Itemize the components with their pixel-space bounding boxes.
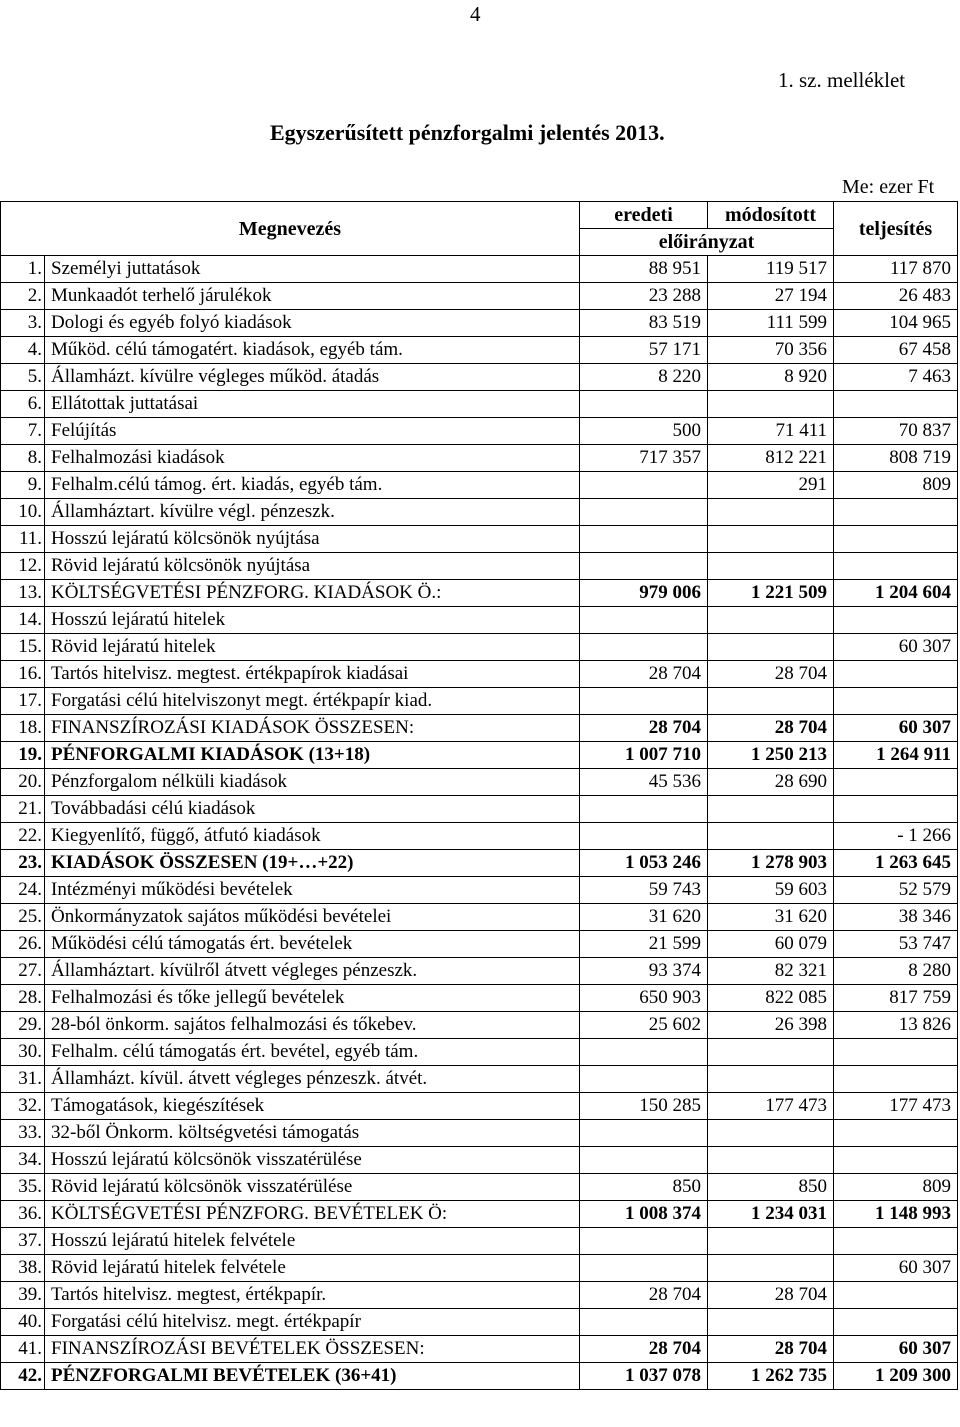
value-modified: 28 704 xyxy=(708,661,834,688)
table-row xyxy=(1,607,958,634)
table-row xyxy=(1,661,958,688)
row-number: 36. xyxy=(1,1201,45,1228)
value-actual: 809 xyxy=(834,1174,958,1201)
value-modified: 27 194 xyxy=(708,283,834,310)
table-row xyxy=(1,445,958,472)
value-original xyxy=(580,1066,708,1093)
row-label: Hosszú lejáratú hitelek xyxy=(45,607,580,634)
value-modified: 111 599 xyxy=(708,310,834,337)
annex-label: 1. sz. melléklet xyxy=(778,68,906,92)
value-original: 88 951 xyxy=(580,256,708,283)
value-actual xyxy=(834,1282,958,1309)
value-modified: 70 356 xyxy=(708,337,834,364)
row-number: 5. xyxy=(1,364,45,391)
row-number: 18. xyxy=(1,715,45,742)
value-original xyxy=(580,796,708,823)
value-actual: 817 759 xyxy=(834,985,958,1012)
row-number: 15. xyxy=(1,634,45,661)
value-modified xyxy=(708,688,834,715)
row-label: Felhalmozási kiadások xyxy=(45,445,580,472)
value-actual: 60 307 xyxy=(834,1255,958,1282)
value-original: 150 285 xyxy=(580,1093,708,1120)
value-modified: 28 704 xyxy=(708,715,834,742)
table-row xyxy=(1,1201,958,1228)
table-row xyxy=(1,1363,958,1390)
value-original xyxy=(580,688,708,715)
value-actual xyxy=(834,499,958,526)
value-actual xyxy=(834,1039,958,1066)
page-number: 4 xyxy=(470,2,481,26)
row-label: 32-ből Önkorm. költségvetési támogatás xyxy=(45,1120,580,1147)
row-number: 33. xyxy=(1,1120,45,1147)
value-original xyxy=(580,1120,708,1147)
value-modified: 28 704 xyxy=(708,1282,834,1309)
row-label: Személyi juttatások xyxy=(45,256,580,283)
value-original: 650 903 xyxy=(580,985,708,1012)
row-label: Államháztart. kívülről átvett végleges pénzeszk. xyxy=(45,958,580,985)
header-name: Megnevezés xyxy=(1,202,580,256)
table-row xyxy=(1,1255,958,1282)
table-row xyxy=(1,1282,958,1309)
row-label: Pénzforgalom nélküli kiadások xyxy=(45,769,580,796)
row-number: 4. xyxy=(1,337,45,364)
row-label: Továbbadási célú kiadások xyxy=(45,796,580,823)
value-original xyxy=(580,1147,708,1174)
value-actual: 60 307 xyxy=(834,715,958,742)
table-row xyxy=(1,1066,958,1093)
table-row xyxy=(1,1174,958,1201)
row-label: KÖLTSÉGVETÉSI PÉNZFORG. KIADÁSOK Ö.: xyxy=(45,580,580,607)
row-label: KÖLTSÉGVETÉSI PÉNZFORG. BEVÉTELEK Ö: xyxy=(45,1201,580,1228)
row-label: Hosszú lejáratú kölcsönök nyújtása xyxy=(45,526,580,553)
row-label: Rövid lejáratú hitelek felvétele xyxy=(45,1255,580,1282)
value-actual xyxy=(834,769,958,796)
unit-label: Me: ezer Ft xyxy=(842,176,935,198)
table-row xyxy=(1,472,958,499)
value-original: 28 704 xyxy=(580,1282,708,1309)
row-label: Felhalm.célú támog. ért. kiadás, egyéb tám. xyxy=(45,472,580,499)
row-number: 21. xyxy=(1,796,45,823)
value-actual xyxy=(834,553,958,580)
row-label: KIADÁSOK ÖSSZESEN (19+…+22) xyxy=(45,850,580,877)
row-label: Intézményi működési bevételek xyxy=(45,877,580,904)
value-original xyxy=(580,499,708,526)
value-original xyxy=(580,1228,708,1255)
value-actual: 67 458 xyxy=(834,337,958,364)
table-row xyxy=(1,1012,958,1039)
value-actual: 70 837 xyxy=(834,418,958,445)
value-original: 31 620 xyxy=(580,904,708,931)
row-label: Államházt. kívülre végleges működ. átadás xyxy=(45,364,580,391)
value-modified xyxy=(708,1120,834,1147)
row-number: 25. xyxy=(1,904,45,931)
table-row xyxy=(1,526,958,553)
value-original xyxy=(580,1309,708,1336)
value-modified xyxy=(708,499,834,526)
value-actual xyxy=(834,526,958,553)
row-number: 23. xyxy=(1,850,45,877)
value-modified: 1 278 903 xyxy=(708,850,834,877)
value-actual: 1 264 911 xyxy=(834,742,958,769)
table-row xyxy=(1,796,958,823)
value-original xyxy=(580,1039,708,1066)
row-label: Forgatási célú hitelviszonyt megt. értékpapír kiad. xyxy=(45,688,580,715)
row-number: 28. xyxy=(1,985,45,1012)
header-original: eredeti xyxy=(580,202,708,229)
row-label: Rövid lejáratú kölcsönök nyújtása xyxy=(45,553,580,580)
row-number: 41. xyxy=(1,1336,45,1363)
value-original: 1 007 710 xyxy=(580,742,708,769)
value-original: 21 599 xyxy=(580,931,708,958)
value-actual xyxy=(834,1228,958,1255)
table-row xyxy=(1,850,958,877)
table-row xyxy=(1,391,958,418)
value-original: 1 053 246 xyxy=(580,850,708,877)
table-row xyxy=(1,688,958,715)
table-row xyxy=(1,1120,958,1147)
value-original xyxy=(580,391,708,418)
row-number: 42. xyxy=(1,1363,45,1390)
value-modified: 812 221 xyxy=(708,445,834,472)
row-label: 28-ból önkorm. sajátos felhalmozási és tőkebev. xyxy=(45,1012,580,1039)
table-row xyxy=(1,634,958,661)
value-actual: 8 280 xyxy=(834,958,958,985)
value-actual: 60 307 xyxy=(834,634,958,661)
header-budget: előirányzat xyxy=(580,229,834,256)
row-number: 30. xyxy=(1,1039,45,1066)
row-label: Tartós hitelvisz. megtest. értékpapírok kiadásai xyxy=(45,661,580,688)
value-actual xyxy=(834,607,958,634)
row-label: Hosszú lejáratú kölcsönök visszatérülése xyxy=(45,1147,580,1174)
table-row xyxy=(1,904,958,931)
value-actual: 104 965 xyxy=(834,310,958,337)
value-modified xyxy=(708,634,834,661)
value-actual: 13 826 xyxy=(834,1012,958,1039)
value-actual xyxy=(834,1120,958,1147)
value-original: 59 743 xyxy=(580,877,708,904)
value-actual: 177 473 xyxy=(834,1093,958,1120)
row-number: 7. xyxy=(1,418,45,445)
value-original xyxy=(580,553,708,580)
row-label: Működ. célú támogatért. kiadások, egyéb tám. xyxy=(45,337,580,364)
cash-flow-table xyxy=(0,201,958,1390)
table-row xyxy=(1,1093,958,1120)
table-row xyxy=(1,283,958,310)
value-original: 45 536 xyxy=(580,769,708,796)
value-modified: 71 411 xyxy=(708,418,834,445)
row-number: 8. xyxy=(1,445,45,472)
row-label: Támogatások, kiegészítések xyxy=(45,1093,580,1120)
document-title: Egyszerűsített pénzforgalmi jelentés 2013. xyxy=(270,120,665,145)
value-modified xyxy=(708,796,834,823)
value-modified xyxy=(708,607,834,634)
value-original: 1 037 078 xyxy=(580,1363,708,1390)
value-original: 25 602 xyxy=(580,1012,708,1039)
row-number: 6. xyxy=(1,391,45,418)
row-number: 24. xyxy=(1,877,45,904)
value-modified: 8 920 xyxy=(708,364,834,391)
table-body xyxy=(1,256,958,1390)
value-modified xyxy=(708,823,834,850)
row-number: 14. xyxy=(1,607,45,634)
value-actual: 1 209 300 xyxy=(834,1363,958,1390)
row-number: 31. xyxy=(1,1066,45,1093)
table-row xyxy=(1,1309,958,1336)
value-actual: 7 463 xyxy=(834,364,958,391)
header-row xyxy=(1,202,958,229)
row-label: Tartós hitelvisz. megtest, értékpapír. xyxy=(45,1282,580,1309)
value-modified xyxy=(708,1309,834,1336)
row-label: Felújítás xyxy=(45,418,580,445)
value-modified xyxy=(708,1228,834,1255)
value-modified xyxy=(708,553,834,580)
row-label: FINANSZÍROZÁSI KIADÁSOK ÖSSZESEN: xyxy=(45,715,580,742)
value-actual xyxy=(834,1147,958,1174)
value-actual: 26 483 xyxy=(834,283,958,310)
value-modified: 59 603 xyxy=(708,877,834,904)
table-row xyxy=(1,1336,958,1363)
table-row xyxy=(1,931,958,958)
table-row xyxy=(1,715,958,742)
value-actual: 809 xyxy=(834,472,958,499)
value-modified xyxy=(708,526,834,553)
value-modified: 31 620 xyxy=(708,904,834,931)
row-number: 34. xyxy=(1,1147,45,1174)
value-actual: 808 719 xyxy=(834,445,958,472)
table-row xyxy=(1,1228,958,1255)
row-label: Felhalm. célú támogatás ért. bevétel, egyéb tám. xyxy=(45,1039,580,1066)
row-label: Önkormányzatok sajátos működési bevételei xyxy=(45,904,580,931)
row-number: 13. xyxy=(1,580,45,607)
value-modified: 119 517 xyxy=(708,256,834,283)
row-label: Államháztart. kívülre végl. pénzeszk. xyxy=(45,499,580,526)
row-label: Kiegyenlítő, függő, átfutó kiadások xyxy=(45,823,580,850)
row-label: Ellátottak juttatásai xyxy=(45,391,580,418)
table-row xyxy=(1,823,958,850)
row-label: Forgatási célú hitelvisz. megt. értékpapír xyxy=(45,1309,580,1336)
value-modified xyxy=(708,1066,834,1093)
table-row xyxy=(1,958,958,985)
row-number: 27. xyxy=(1,958,45,985)
value-original: 8 220 xyxy=(580,364,708,391)
value-modified: 822 085 xyxy=(708,985,834,1012)
row-label: PÉNZFORGALMI BEVÉTELEK (36+41) xyxy=(45,1363,580,1390)
row-number: 1. xyxy=(1,256,45,283)
table-row xyxy=(1,985,958,1012)
value-actual xyxy=(834,1309,958,1336)
row-label: Felhalmozási és tőke jellegű bevételek xyxy=(45,985,580,1012)
row-number: 37. xyxy=(1,1228,45,1255)
row-number: 29. xyxy=(1,1012,45,1039)
row-label: Rövid lejáratú kölcsönök visszatérülése xyxy=(45,1174,580,1201)
value-actual: 38 346 xyxy=(834,904,958,931)
row-label: Hosszú lejáratú hitelek felvétele xyxy=(45,1228,580,1255)
value-actual: 1 148 993 xyxy=(834,1201,958,1228)
value-modified: 26 398 xyxy=(708,1012,834,1039)
value-original: 23 288 xyxy=(580,283,708,310)
value-original: 500 xyxy=(580,418,708,445)
value-actual: 117 870 xyxy=(834,256,958,283)
value-modified xyxy=(708,391,834,418)
value-modified: 60 079 xyxy=(708,931,834,958)
row-number: 22. xyxy=(1,823,45,850)
value-original: 979 006 xyxy=(580,580,708,607)
row-label: Működési célú támogatás ért. bevételek xyxy=(45,931,580,958)
row-number: 20. xyxy=(1,769,45,796)
row-number: 2. xyxy=(1,283,45,310)
row-number: 11. xyxy=(1,526,45,553)
value-original: 93 374 xyxy=(580,958,708,985)
value-original xyxy=(580,607,708,634)
row-label: FINANSZÍROZÁSI BEVÉTELEK ÖSSZESEN: xyxy=(45,1336,580,1363)
value-actual xyxy=(834,796,958,823)
value-original xyxy=(580,634,708,661)
value-actual: 1 263 645 xyxy=(834,850,958,877)
value-actual: 60 307 xyxy=(834,1336,958,1363)
value-original xyxy=(580,472,708,499)
value-modified: 1 221 509 xyxy=(708,580,834,607)
table-row xyxy=(1,337,958,364)
value-actual: 53 747 xyxy=(834,931,958,958)
value-original xyxy=(580,1255,708,1282)
value-original: 850 xyxy=(580,1174,708,1201)
table-row xyxy=(1,877,958,904)
row-label: Államházt. kívül. átvett végleges pénzeszk. átvét. xyxy=(45,1066,580,1093)
row-number: 26. xyxy=(1,931,45,958)
table-row xyxy=(1,364,958,391)
value-original: 717 357 xyxy=(580,445,708,472)
value-modified: 1 250 213 xyxy=(708,742,834,769)
value-original: 28 704 xyxy=(580,715,708,742)
row-label: Dologi és egyéb folyó kiadások xyxy=(45,310,580,337)
row-number: 10. xyxy=(1,499,45,526)
value-original: 57 171 xyxy=(580,337,708,364)
value-actual: 1 204 604 xyxy=(834,580,958,607)
value-original: 28 704 xyxy=(580,1336,708,1363)
value-modified: 82 321 xyxy=(708,958,834,985)
value-modified: 1 262 735 xyxy=(708,1363,834,1390)
value-modified: 850 xyxy=(708,1174,834,1201)
row-number: 3. xyxy=(1,310,45,337)
row-label: Rövid lejáratú hitelek xyxy=(45,634,580,661)
row-number: 35. xyxy=(1,1174,45,1201)
table-row xyxy=(1,418,958,445)
table-row xyxy=(1,580,958,607)
value-modified xyxy=(708,1255,834,1282)
value-modified xyxy=(708,1039,834,1066)
table-row xyxy=(1,769,958,796)
table-row xyxy=(1,499,958,526)
value-modified: 291 xyxy=(708,472,834,499)
header-modified: módosított xyxy=(708,202,834,229)
row-number: 9. xyxy=(1,472,45,499)
row-number: 38. xyxy=(1,1255,45,1282)
table-row xyxy=(1,1147,958,1174)
value-actual xyxy=(834,391,958,418)
row-label: PÉNFORGALMI KIADÁSOK (13+18) xyxy=(45,742,580,769)
table-row xyxy=(1,742,958,769)
row-number: 12. xyxy=(1,553,45,580)
row-number: 39. xyxy=(1,1282,45,1309)
row-number: 17. xyxy=(1,688,45,715)
row-label: Munkaadót terhelő járulékok xyxy=(45,283,580,310)
row-number: 16. xyxy=(1,661,45,688)
value-modified xyxy=(708,1147,834,1174)
table-row xyxy=(1,1039,958,1066)
value-actual xyxy=(834,1066,958,1093)
value-actual: 52 579 xyxy=(834,877,958,904)
value-original xyxy=(580,526,708,553)
value-modified: 28 704 xyxy=(708,1336,834,1363)
value-modified: 28 690 xyxy=(708,769,834,796)
value-original xyxy=(580,823,708,850)
value-modified: 177 473 xyxy=(708,1093,834,1120)
value-actual: - 1 266 xyxy=(834,823,958,850)
row-number: 32. xyxy=(1,1093,45,1120)
header-actual: teljesítés xyxy=(834,202,958,256)
value-actual xyxy=(834,661,958,688)
value-original: 83 519 xyxy=(580,310,708,337)
table-row xyxy=(1,553,958,580)
table-row xyxy=(1,256,958,283)
value-original: 28 704 xyxy=(580,661,708,688)
table-row xyxy=(1,310,958,337)
value-modified: 1 234 031 xyxy=(708,1201,834,1228)
value-actual xyxy=(834,688,958,715)
value-original: 1 008 374 xyxy=(580,1201,708,1228)
row-number: 19. xyxy=(1,742,45,769)
row-number: 40. xyxy=(1,1309,45,1336)
